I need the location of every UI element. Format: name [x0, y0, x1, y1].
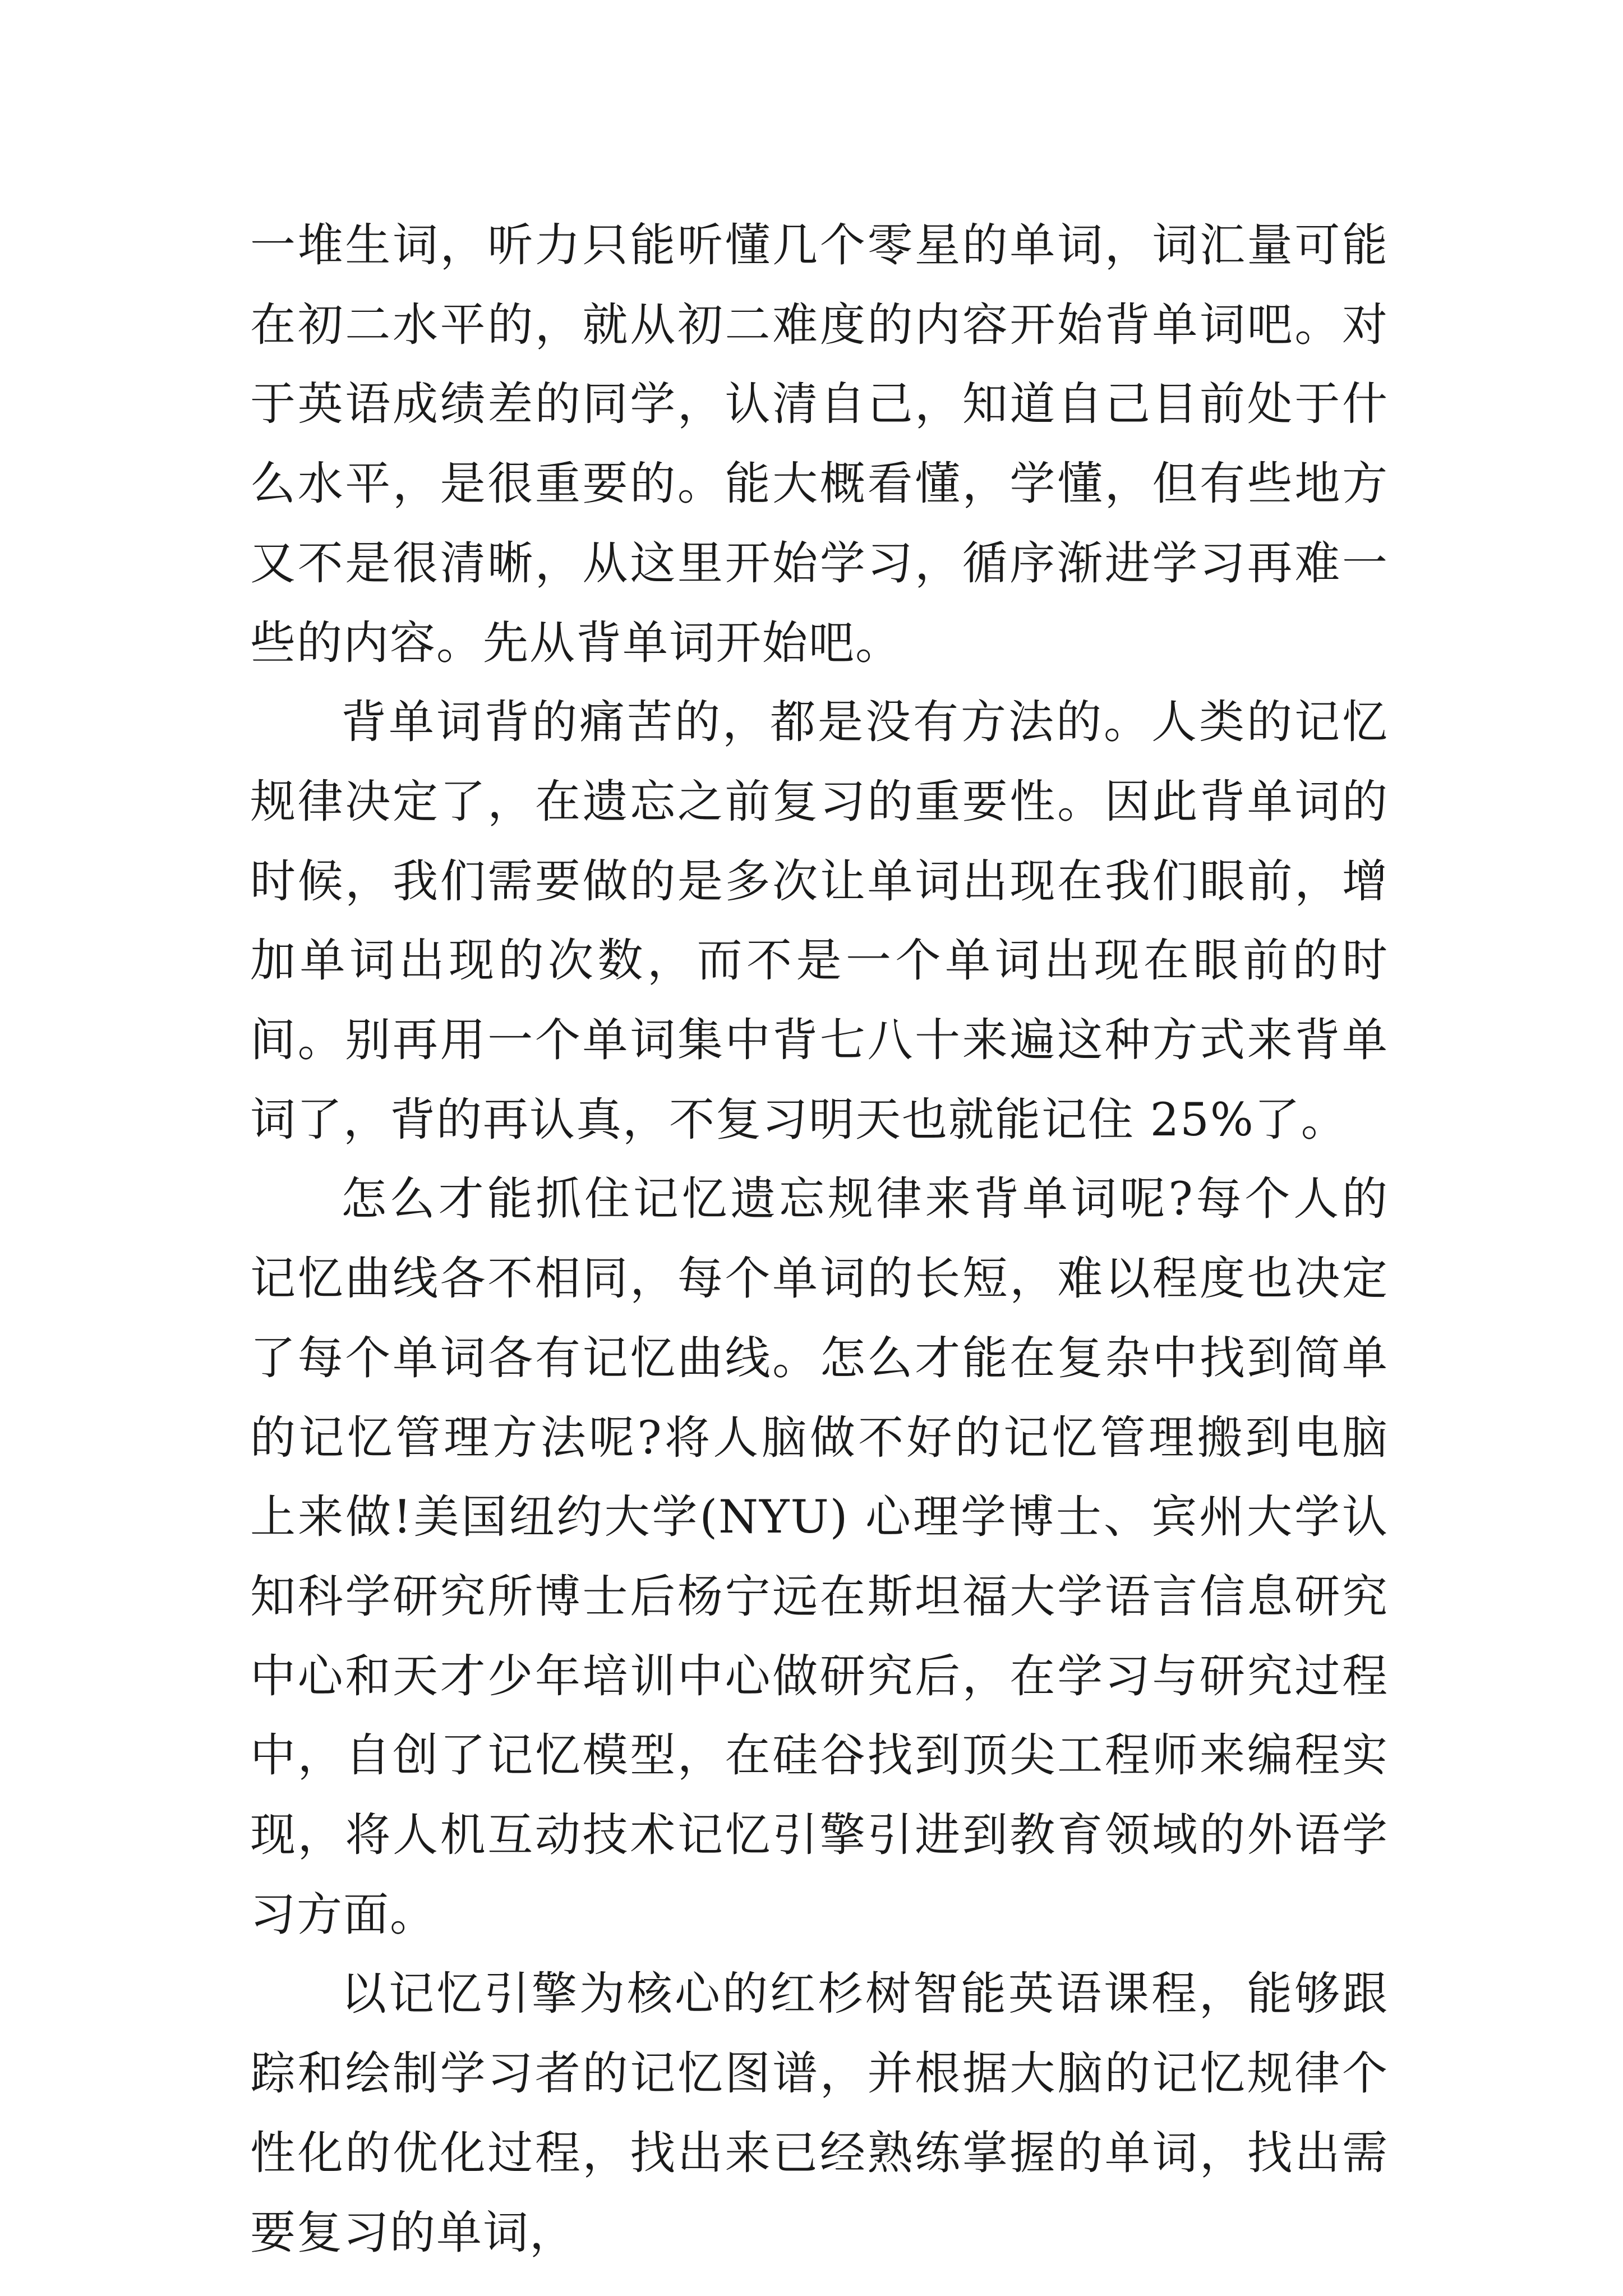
- body-text: [250, 206, 1389, 2273]
- paragraph-2: 背单词背的痛苦的，都是没有方法的。人类的记忆规律决定了，在遗忘之前复习的重要性。因此背单词的时候，我们需要做的是多次让单词出现在我们眼前，增加单词出现的次数，而不是一个单词出现在眼前的时间。别再用一个单词集中背七八十来遍这种方式来背单词了，背的再认真，不复习明天也就能记住 25%了。: [250, 696, 1389, 1147]
- paragraph-1: 一堆生词，听力只能听懂几个零星的单词，词汇量可能在初二水平的，就从初二难度的内容开始背单词吧。对于英语成绩差的同学，认清自己，知道自己目前处于什么水平，是很重要的。能大概看懂，学懂，但有些地方又不是很清晰，从这里开始学习，循序渐进学习再难一些的内容。先从背单词开始吧。: [250, 219, 1389, 670]
- paragraph-3: 怎么才能抓住记忆遗忘规律来背单词呢?每个人的记忆曲线各不相同，每个单词的长短，难以程度也决定了每个单词各有记忆曲线。怎么才能在复杂中找到简单的记忆管理方法呢?将人脑做不好的记忆管理搬到电脑上来做!美国纽约大学(NYU) 心理学博士、宾州大学认知科学研究所博士后杨宁远在斯坦福大学语言信息研究中心和天才少年培训中心做研究后，在学习与研究过程中，自创了记忆模型，在硅谷找到顶尖工程师来编程实现，将人机互动技术记忆引擎引进到教育领域的外语学习方面。: [250, 1173, 1389, 1941]
- paragraph-4: 以记忆引擎为核心的红杉树智能英语课程，能够跟踪和绘制学习者的记忆图谱，并根据大脑的记忆规律个性化的优化过程，找出来已经熟练掌握的单词，找出需要复习的单词，: [250, 1968, 1389, 2260]
